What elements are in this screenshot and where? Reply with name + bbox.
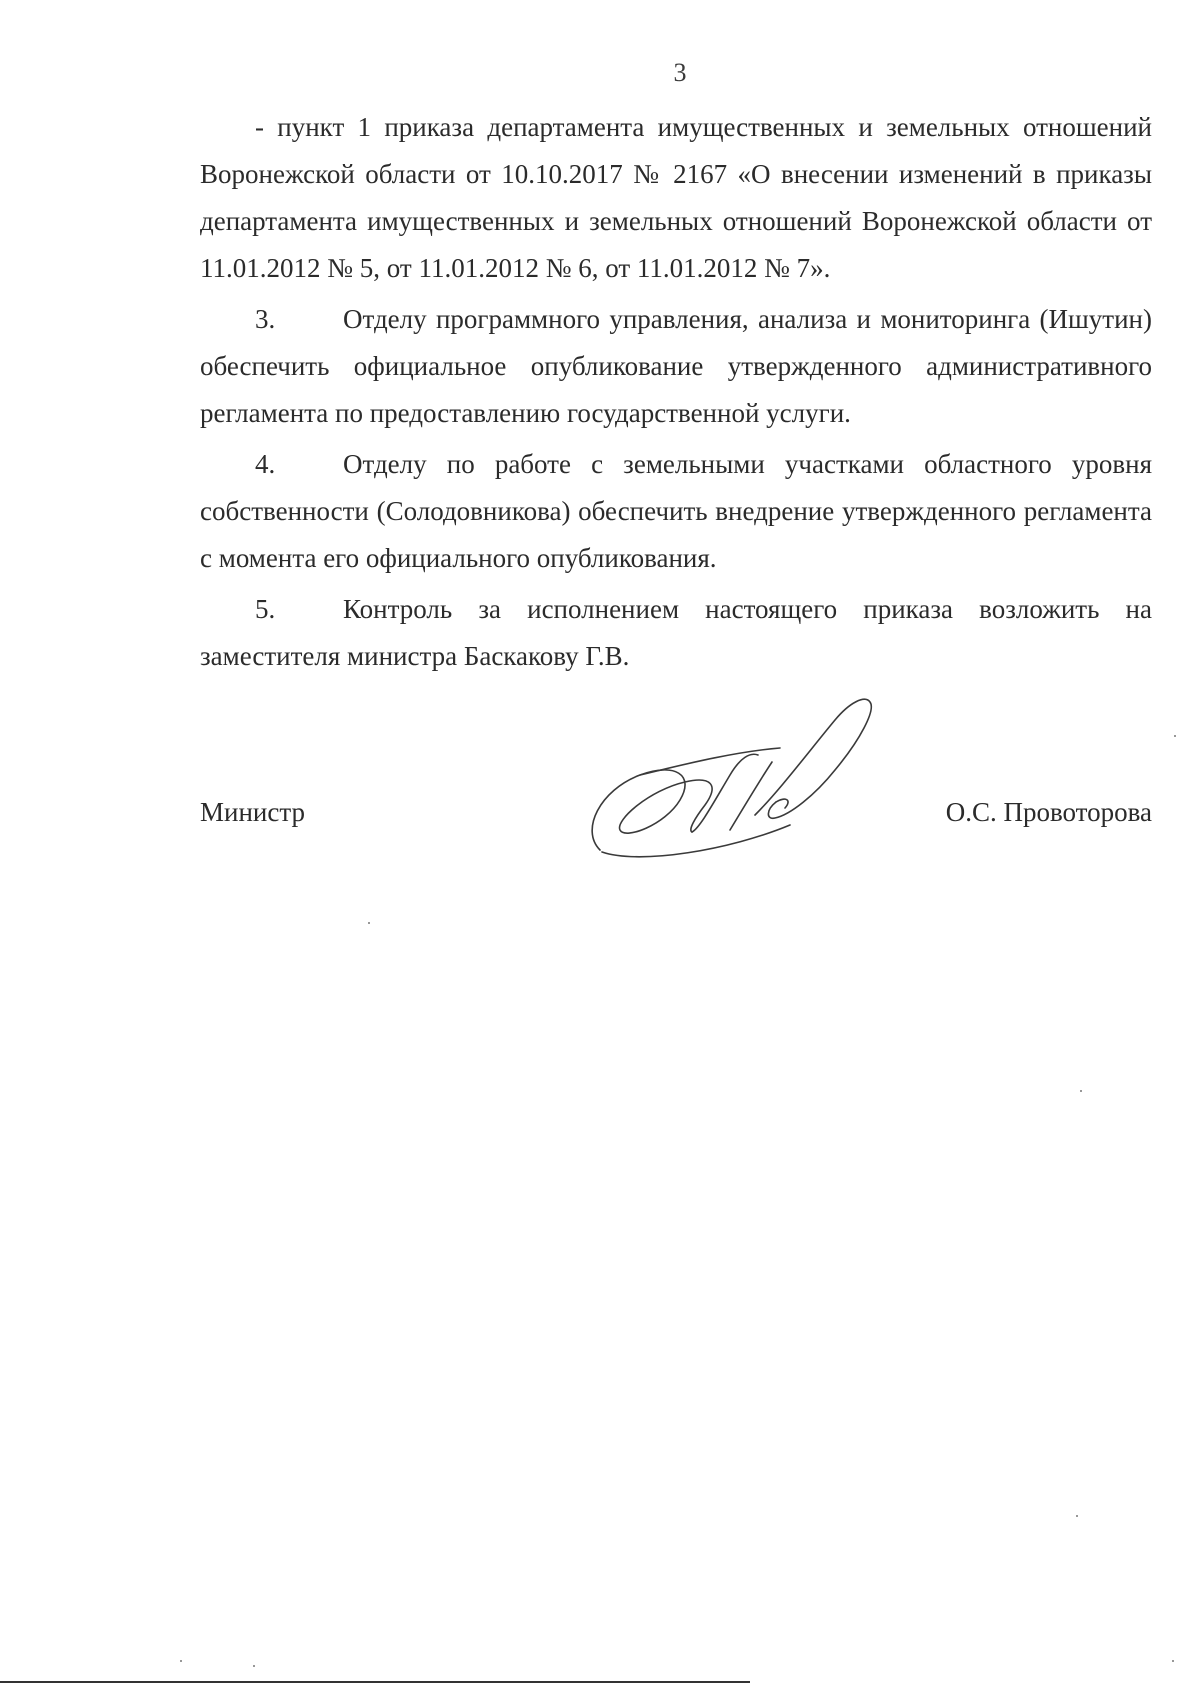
list-item-5	[200, 586, 1152, 680]
item-text-4: Отделу по работе с земельными участками областного уровня собственности (Солодовникова) обеспечить внедрение утвержденного регламента с момента его официального опубликования.	[200, 449, 1152, 573]
list-item-3	[200, 296, 1152, 437]
handwritten-signature	[580, 680, 890, 880]
scan-speck	[368, 922, 370, 924]
scan-speck	[253, 1665, 255, 1667]
scan-edge-line	[0, 1681, 750, 1683]
signer-name: О.С. Провоторова	[945, 797, 1152, 827]
item-number-4: 4.	[255, 449, 276, 479]
list-item-4	[200, 441, 1152, 582]
signer-title: Министр	[200, 797, 305, 827]
item-number-3: 3.	[255, 304, 276, 334]
item-text-3: Отделу программного управления, анализа и мониторинга (Ишутин) обеспечить официальное опубликование утвержденного административного регламента по предоставлению государственной услуги.	[200, 304, 1152, 428]
item-text-5: Контроль за исполнением настоящего приказа возложить на заместителя министра Баскакову Г.В.	[200, 594, 1152, 671]
page-number: 3	[673, 58, 687, 87]
scan-speck	[1076, 1515, 1078, 1517]
scan-speck	[1174, 735, 1176, 737]
paragraph-repealed-order: - пункт 1 приказа департамента имущественных и земельных отношений Воронежской области от 10.10.2017 № 2167 «О внесении изменений в приказы департамента имущественных и земельных отношений Воронежской области от 11.01.2012 № 5, от 11.01.2012 № 6, от 11.01.2012 № 7».	[200, 112, 1152, 283]
item-number-5: 5.	[255, 594, 276, 624]
scan-speck	[1172, 1660, 1174, 1662]
scan-speck	[1080, 1090, 1082, 1092]
document-body	[200, 104, 1152, 680]
scan-speck	[180, 1660, 182, 1662]
